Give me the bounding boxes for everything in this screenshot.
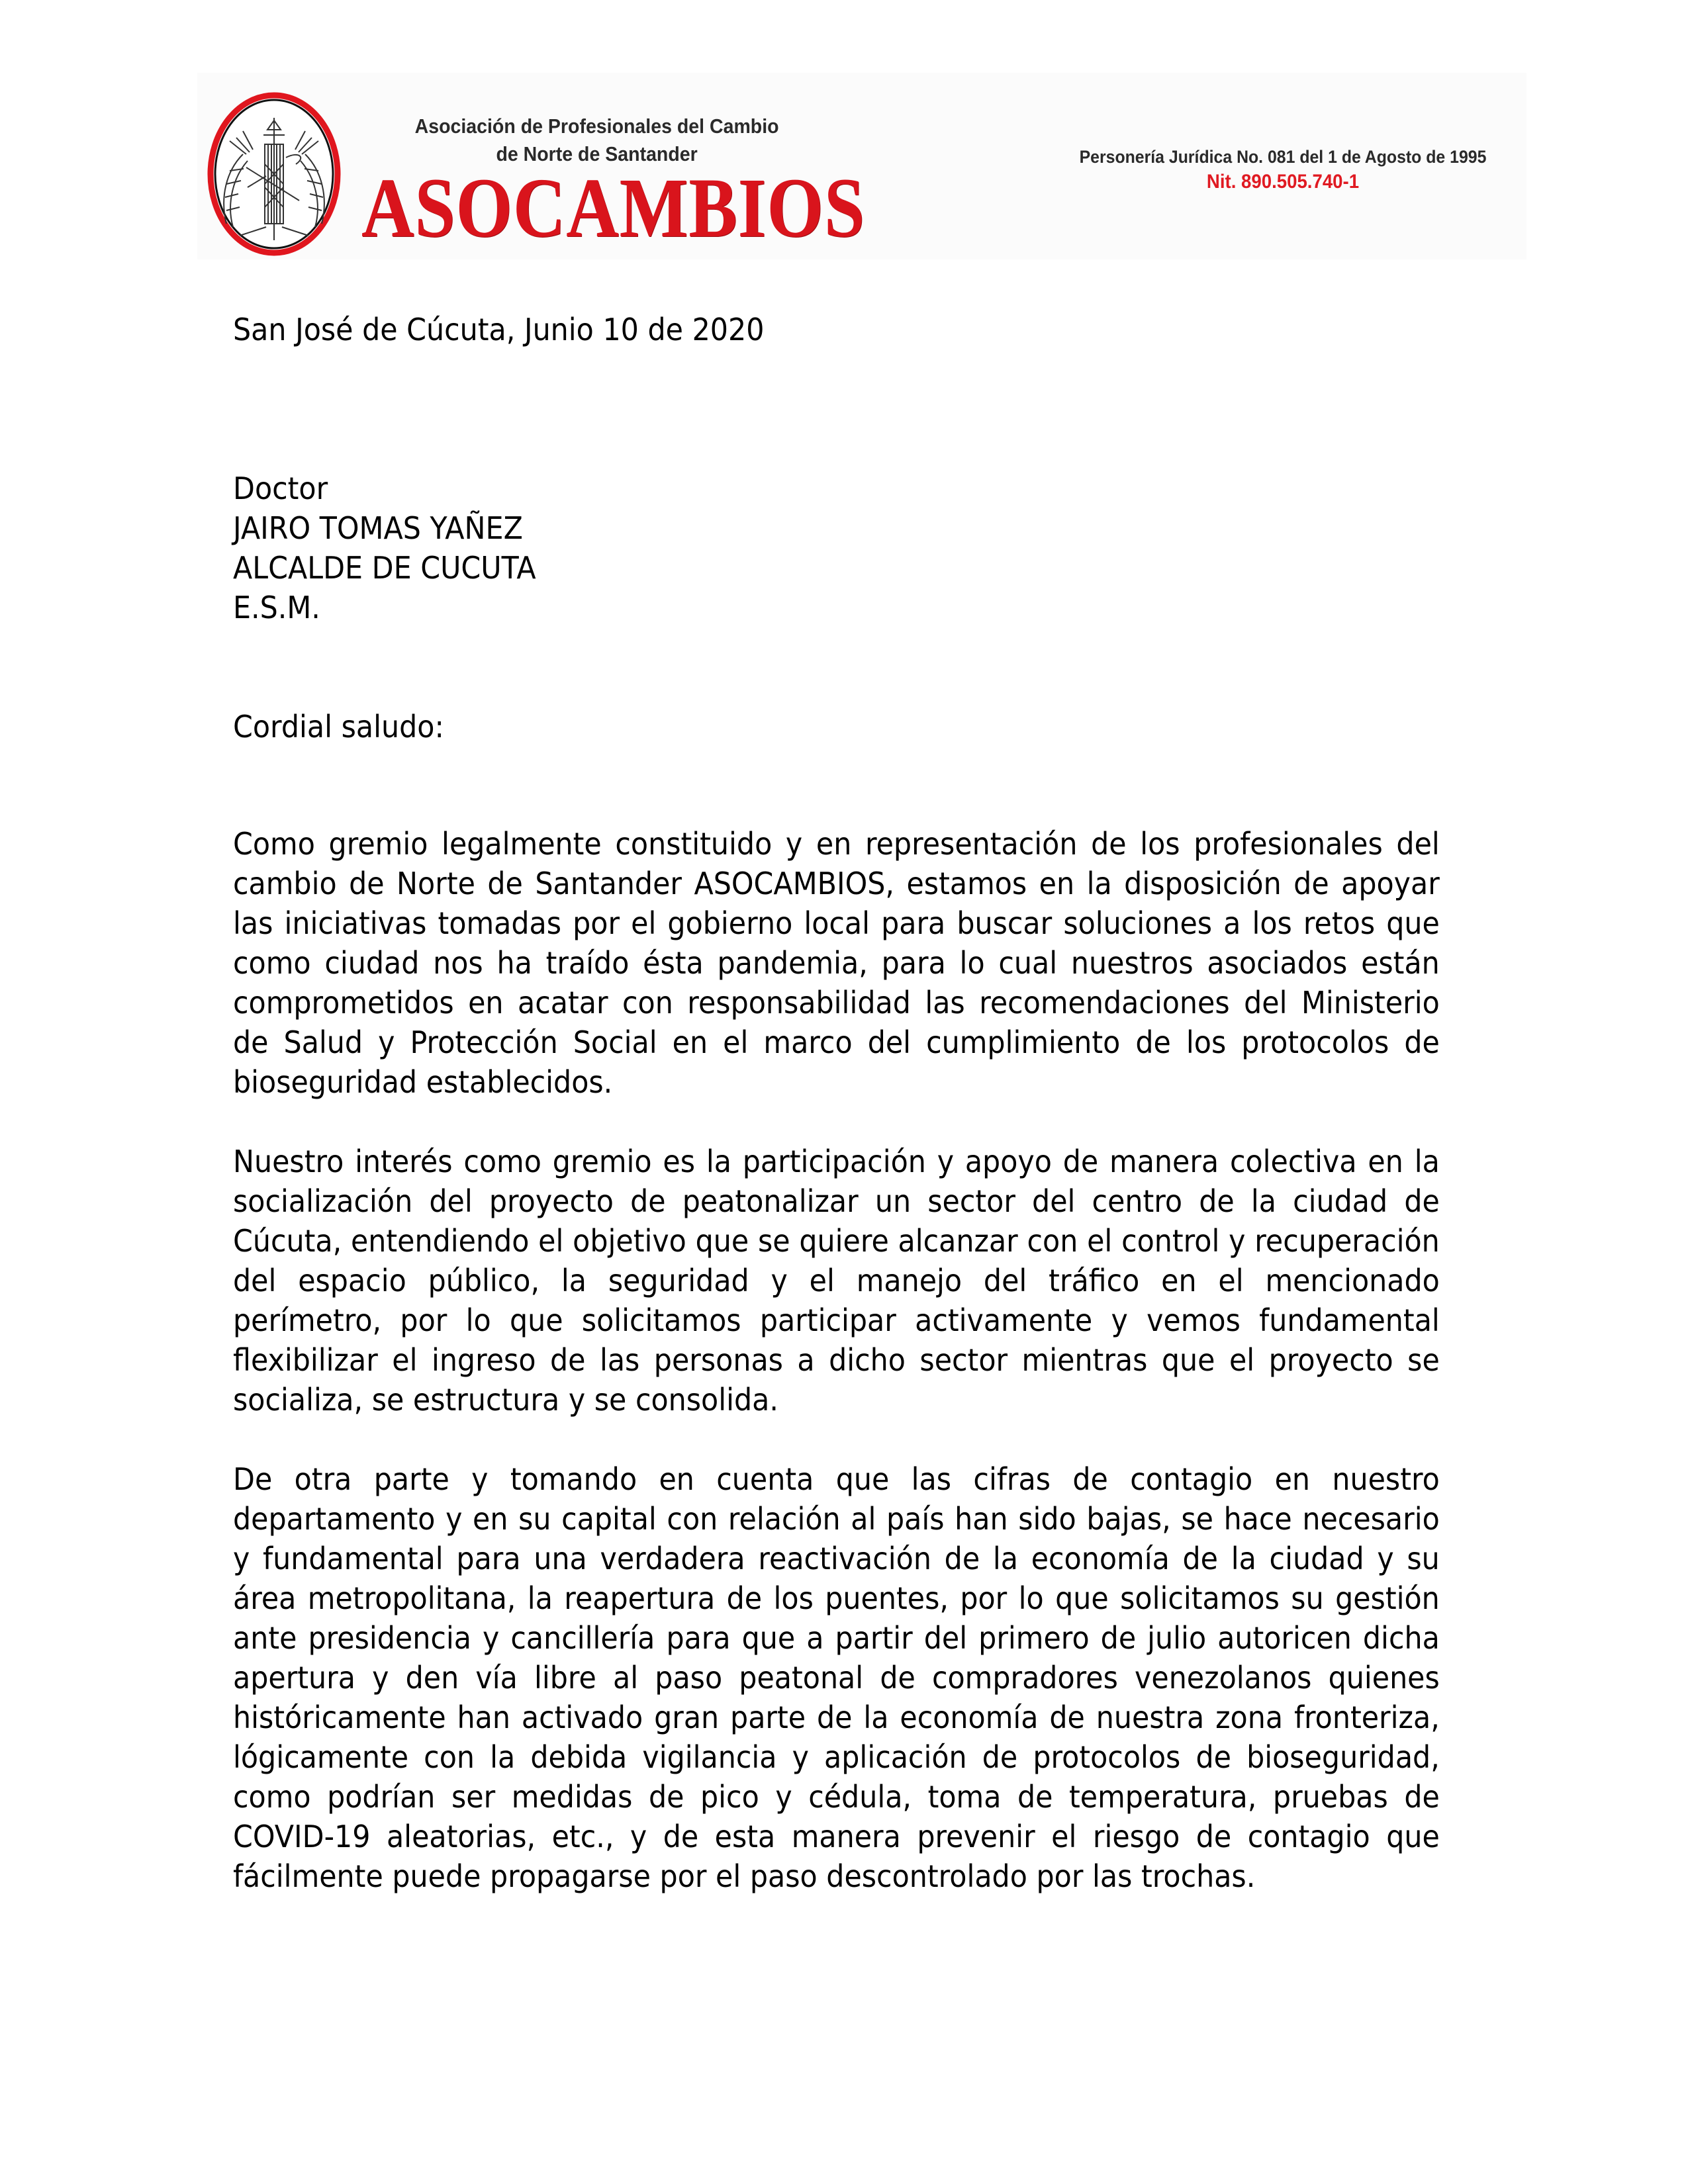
brand-logotype: ASOCAMBIOS bbox=[361, 161, 865, 255]
org-line-1: Asociación de Profesionales del Cambio bbox=[414, 114, 779, 138]
paragraph-support: Como gremio legalmente constituido y en representación de los profesionales del cambio de Norte de Santander ASOCAMBIOS, estamos en la disposición de apoyar las iniciativas tomadas por el gobierno local para buscar soluciones a los retos que como ciudad nos ha traído ésta pandemia, para lo cual nuestros asociados están comprometidos en acatar con responsabilidad las recomendaciones del Ministerio de Salud y Protección Social en el marco del cumplimiento de los protocolos de bioseguridad establecidos. bbox=[233, 826, 1440, 1100]
addressee-position: ALCALDE DE CUCUTA bbox=[233, 550, 536, 586]
letterhead-banner bbox=[197, 73, 1526, 259]
salutation: Cordial saludo: bbox=[233, 709, 444, 745]
nit-number: Nit. 890.505.740-1 bbox=[1206, 171, 1360, 193]
organization-name bbox=[396, 113, 798, 168]
paragraph-pedestrian-project: Nuestro interés como gremio es la participación y apoyo de manera colectiva en la socialización del proyecto de peatonalizar un sector del centro de la ciudad de Cúcuta, entendiendo el objetivo que se quiere alcanzar con el control y recuperación del espacio público, la seguridad y el manejo del tráfico en el mencionado perímetro, por lo que solicitamos participar activamente y vemos fundamental flexibilizar el ingreso de las personas a dicho sector mientras que el proyecto se socializa, se estructura y se consolida. bbox=[233, 1144, 1440, 1418]
legal-registration bbox=[1064, 144, 1502, 195]
addressee-closing: E.S.M. bbox=[233, 590, 320, 625]
paragraph-bridge-reopening: De otra parte y tomando en cuenta que las cifras de contagio en nuestro departamento y en su capital con relación al país han sido bajas, se hace necesario y fundamental para una verdadera reactivación de la economía de la ciudad y su área metropolitana, la reapertura de los puentes, por lo que solicitamos su gestión ante presidencia y cancillería para que a partir del primero de julio autoricen dicha apertura y den vía libre al paso peatonal de compradores venezolanos quienes históricamente han activado gran parte de la economía de nuestra zona fronteriza, lógicamente con la debida vigilancia y aplicación de protocolos de bioseguridad, como podrían ser medidas de pico y cédula, toma de temperatura, pruebas de COVID-19 aleatorias, etc., y de esta manera prevenir el riesgo de contagio que fácilmente puede propagarse por el paso descontrolado por las trochas. bbox=[233, 1461, 1440, 1894]
legal-line: Personería Jurídica No. 081 del 1 de Agosto de 1995 bbox=[1079, 147, 1487, 167]
addressee-block bbox=[233, 469, 536, 627]
org-line-2: de Norte de Santander bbox=[496, 142, 698, 165]
place-date: San José de Cúcuta, Junio 10 de 2020 bbox=[233, 312, 765, 347]
addressee-name: JAIRO TOMAS YAÑEZ bbox=[233, 510, 523, 546]
addressee-title: Doctor bbox=[233, 471, 328, 506]
fasces-emblem-icon bbox=[207, 91, 342, 257]
